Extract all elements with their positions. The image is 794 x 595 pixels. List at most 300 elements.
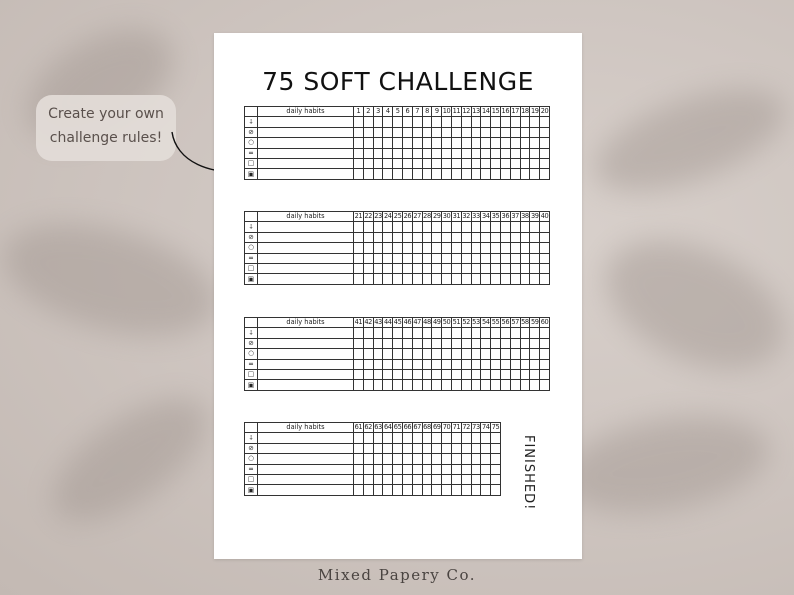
checkbox-cell[interactable] — [520, 369, 530, 379]
checkbox-cell[interactable] — [383, 243, 393, 253]
checkbox-cell[interactable] — [510, 232, 520, 242]
checkbox-cell[interactable] — [510, 369, 520, 379]
checkbox-cell[interactable] — [402, 443, 412, 453]
checkbox-cell[interactable] — [422, 349, 432, 359]
checkbox-cell[interactable] — [432, 328, 442, 338]
checkbox-cell[interactable] — [373, 443, 383, 453]
checkbox-cell[interactable] — [363, 369, 373, 379]
checkbox-cell[interactable] — [540, 158, 550, 168]
checkbox-cell[interactable] — [471, 485, 481, 495]
checkbox-cell[interactable] — [451, 253, 461, 263]
checkbox-cell[interactable] — [481, 369, 491, 379]
checkbox-cell[interactable] — [432, 359, 442, 369]
checkbox-cell[interactable] — [500, 169, 510, 179]
checkbox-cell[interactable] — [422, 369, 432, 379]
checkbox-cell[interactable] — [461, 443, 471, 453]
checkbox-cell[interactable] — [471, 222, 481, 232]
habit-name-field[interactable] — [258, 464, 354, 474]
checkbox-cell[interactable] — [451, 443, 461, 453]
checkbox-cell[interactable] — [373, 338, 383, 348]
checkbox-cell[interactable] — [530, 263, 540, 273]
checkbox-cell[interactable] — [363, 243, 373, 253]
checkbox-cell[interactable] — [540, 232, 550, 242]
checkbox-cell[interactable] — [500, 380, 510, 390]
checkbox-cell[interactable] — [461, 263, 471, 273]
checkbox-cell[interactable] — [354, 454, 364, 464]
checkbox-cell[interactable] — [451, 169, 461, 179]
checkbox-cell[interactable] — [412, 380, 422, 390]
checkbox-cell[interactable] — [402, 169, 412, 179]
checkbox-cell[interactable] — [540, 369, 550, 379]
checkbox-cell[interactable] — [481, 138, 491, 148]
checkbox-cell[interactable] — [530, 274, 540, 284]
checkbox-cell[interactable] — [363, 433, 373, 443]
checkbox-cell[interactable] — [373, 243, 383, 253]
checkbox-cell[interactable] — [471, 253, 481, 263]
checkbox-cell[interactable] — [354, 369, 364, 379]
checkbox-cell[interactable] — [412, 232, 422, 242]
checkbox-cell[interactable] — [363, 253, 373, 263]
checkbox-cell[interactable] — [393, 263, 403, 273]
checkbox-cell[interactable] — [442, 369, 452, 379]
checkbox-cell[interactable] — [442, 474, 452, 484]
checkbox-cell[interactable] — [383, 232, 393, 242]
checkbox-cell[interactable] — [520, 117, 530, 127]
checkbox-cell[interactable] — [500, 222, 510, 232]
checkbox-cell[interactable] — [510, 127, 520, 137]
checkbox-cell[interactable] — [383, 274, 393, 284]
checkbox-cell[interactable] — [491, 454, 501, 464]
checkbox-cell[interactable] — [422, 454, 432, 464]
checkbox-cell[interactable] — [373, 328, 383, 338]
checkbox-cell[interactable] — [451, 369, 461, 379]
checkbox-cell[interactable] — [354, 359, 364, 369]
checkbox-cell[interactable] — [530, 380, 540, 390]
checkbox-cell[interactable] — [530, 232, 540, 242]
checkbox-cell[interactable] — [510, 117, 520, 127]
checkbox-cell[interactable] — [481, 359, 491, 369]
checkbox-cell[interactable] — [481, 443, 491, 453]
checkbox-cell[interactable] — [500, 127, 510, 137]
checkbox-cell[interactable] — [451, 138, 461, 148]
checkbox-cell[interactable] — [402, 148, 412, 158]
checkbox-cell[interactable] — [402, 464, 412, 474]
checkbox-cell[interactable] — [393, 253, 403, 263]
checkbox-cell[interactable] — [393, 222, 403, 232]
checkbox-cell[interactable] — [510, 274, 520, 284]
checkbox-cell[interactable] — [461, 169, 471, 179]
checkbox-cell[interactable] — [461, 369, 471, 379]
checkbox-cell[interactable] — [422, 474, 432, 484]
checkbox-cell[interactable] — [451, 464, 461, 474]
checkbox-cell[interactable] — [354, 243, 364, 253]
checkbox-cell[interactable] — [500, 263, 510, 273]
checkbox-cell[interactable] — [383, 263, 393, 273]
checkbox-cell[interactable] — [461, 433, 471, 443]
checkbox-cell[interactable] — [422, 263, 432, 273]
checkbox-cell[interactable] — [354, 443, 364, 453]
checkbox-cell[interactable] — [442, 243, 452, 253]
checkbox-cell[interactable] — [500, 359, 510, 369]
checkbox-cell[interactable] — [373, 148, 383, 158]
checkbox-cell[interactable] — [383, 148, 393, 158]
checkbox-cell[interactable] — [520, 169, 530, 179]
checkbox-cell[interactable] — [402, 380, 412, 390]
checkbox-cell[interactable] — [412, 443, 422, 453]
checkbox-cell[interactable] — [393, 169, 403, 179]
checkbox-cell[interactable] — [491, 148, 501, 158]
checkbox-cell[interactable] — [432, 222, 442, 232]
checkbox-cell[interactable] — [442, 138, 452, 148]
checkbox-cell[interactable] — [461, 474, 471, 484]
checkbox-cell[interactable] — [363, 359, 373, 369]
checkbox-cell[interactable] — [442, 232, 452, 242]
checkbox-cell[interactable] — [354, 263, 364, 273]
checkbox-cell[interactable] — [461, 454, 471, 464]
checkbox-cell[interactable] — [402, 222, 412, 232]
checkbox-cell[interactable] — [530, 253, 540, 263]
checkbox-cell[interactable] — [402, 454, 412, 464]
checkbox-cell[interactable] — [471, 359, 481, 369]
checkbox-cell[interactable] — [520, 138, 530, 148]
checkbox-cell[interactable] — [383, 127, 393, 137]
checkbox-cell[interactable] — [471, 138, 481, 148]
checkbox-cell[interactable] — [373, 232, 383, 242]
checkbox-cell[interactable] — [354, 117, 364, 127]
checkbox-cell[interactable] — [530, 328, 540, 338]
checkbox-cell[interactable] — [520, 243, 530, 253]
habit-name-field[interactable] — [258, 433, 354, 443]
checkbox-cell[interactable] — [471, 369, 481, 379]
checkbox-cell[interactable] — [354, 274, 364, 284]
checkbox-cell[interactable] — [530, 338, 540, 348]
checkbox-cell[interactable] — [402, 138, 412, 148]
checkbox-cell[interactable] — [363, 328, 373, 338]
checkbox-cell[interactable] — [383, 222, 393, 232]
checkbox-cell[interactable] — [412, 158, 422, 168]
checkbox-cell[interactable] — [530, 138, 540, 148]
checkbox-cell[interactable] — [520, 253, 530, 263]
habit-name-field[interactable] — [258, 349, 354, 359]
checkbox-cell[interactable] — [432, 369, 442, 379]
checkbox-cell[interactable] — [530, 359, 540, 369]
checkbox-cell[interactable] — [373, 127, 383, 137]
habit-name-field[interactable] — [258, 169, 354, 179]
checkbox-cell[interactable] — [520, 349, 530, 359]
habit-name-field[interactable] — [258, 117, 354, 127]
checkbox-cell[interactable] — [451, 338, 461, 348]
checkbox-cell[interactable] — [354, 138, 364, 148]
checkbox-cell[interactable] — [383, 464, 393, 474]
checkbox-cell[interactable] — [442, 443, 452, 453]
checkbox-cell[interactable] — [354, 222, 364, 232]
checkbox-cell[interactable] — [422, 127, 432, 137]
checkbox-cell[interactable] — [393, 443, 403, 453]
checkbox-cell[interactable] — [461, 359, 471, 369]
checkbox-cell[interactable] — [402, 263, 412, 273]
checkbox-cell[interactable] — [510, 359, 520, 369]
checkbox-cell[interactable] — [402, 433, 412, 443]
habit-name-field[interactable] — [258, 474, 354, 484]
checkbox-cell[interactable] — [442, 454, 452, 464]
checkbox-cell[interactable] — [393, 117, 403, 127]
checkbox-cell[interactable] — [373, 369, 383, 379]
checkbox-cell[interactable] — [491, 169, 501, 179]
checkbox-cell[interactable] — [500, 338, 510, 348]
checkbox-cell[interactable] — [461, 464, 471, 474]
checkbox-cell[interactable] — [373, 464, 383, 474]
habit-name-field[interactable] — [258, 485, 354, 495]
checkbox-cell[interactable] — [402, 253, 412, 263]
checkbox-cell[interactable] — [373, 349, 383, 359]
checkbox-cell[interactable] — [363, 263, 373, 273]
checkbox-cell[interactable] — [432, 243, 442, 253]
checkbox-cell[interactable] — [451, 349, 461, 359]
checkbox-cell[interactable] — [481, 117, 491, 127]
checkbox-cell[interactable] — [363, 485, 373, 495]
checkbox-cell[interactable] — [530, 158, 540, 168]
checkbox-cell[interactable] — [412, 127, 422, 137]
checkbox-cell[interactable] — [422, 359, 432, 369]
checkbox-cell[interactable] — [412, 169, 422, 179]
checkbox-cell[interactable] — [383, 328, 393, 338]
checkbox-cell[interactable] — [354, 328, 364, 338]
checkbox-cell[interactable] — [491, 338, 501, 348]
checkbox-cell[interactable] — [540, 380, 550, 390]
checkbox-cell[interactable] — [383, 117, 393, 127]
checkbox-cell[interactable] — [363, 148, 373, 158]
checkbox-cell[interactable] — [363, 158, 373, 168]
checkbox-cell[interactable] — [520, 380, 530, 390]
checkbox-cell[interactable] — [530, 222, 540, 232]
checkbox-cell[interactable] — [481, 464, 491, 474]
checkbox-cell[interactable] — [500, 232, 510, 242]
habit-name-field[interactable] — [258, 443, 354, 453]
checkbox-cell[interactable] — [363, 117, 373, 127]
checkbox-cell[interactable] — [442, 222, 452, 232]
checkbox-cell[interactable] — [481, 433, 491, 443]
checkbox-cell[interactable] — [530, 148, 540, 158]
checkbox-cell[interactable] — [520, 263, 530, 273]
checkbox-cell[interactable] — [510, 243, 520, 253]
checkbox-cell[interactable] — [373, 158, 383, 168]
habit-name-field[interactable] — [258, 127, 354, 137]
checkbox-cell[interactable] — [383, 474, 393, 484]
checkbox-cell[interactable] — [402, 328, 412, 338]
checkbox-cell[interactable] — [422, 232, 432, 242]
checkbox-cell[interactable] — [491, 369, 501, 379]
checkbox-cell[interactable] — [393, 433, 403, 443]
checkbox-cell[interactable] — [422, 274, 432, 284]
habit-name-field[interactable] — [258, 138, 354, 148]
checkbox-cell[interactable] — [471, 338, 481, 348]
habit-name-field[interactable] — [258, 222, 354, 232]
checkbox-cell[interactable] — [383, 359, 393, 369]
checkbox-cell[interactable] — [461, 380, 471, 390]
checkbox-cell[interactable] — [432, 169, 442, 179]
checkbox-cell[interactable] — [451, 243, 461, 253]
checkbox-cell[interactable] — [393, 485, 403, 495]
checkbox-cell[interactable] — [471, 454, 481, 464]
checkbox-cell[interactable] — [491, 328, 501, 338]
checkbox-cell[interactable] — [393, 369, 403, 379]
habit-name-field[interactable] — [258, 338, 354, 348]
checkbox-cell[interactable] — [442, 328, 452, 338]
checkbox-cell[interactable] — [540, 222, 550, 232]
checkbox-cell[interactable] — [471, 464, 481, 474]
checkbox-cell[interactable] — [363, 474, 373, 484]
checkbox-cell[interactable] — [412, 485, 422, 495]
checkbox-cell[interactable] — [471, 474, 481, 484]
checkbox-cell[interactable] — [393, 454, 403, 464]
checkbox-cell[interactable] — [510, 263, 520, 273]
checkbox-cell[interactable] — [354, 485, 364, 495]
checkbox-cell[interactable] — [510, 138, 520, 148]
checkbox-cell[interactable] — [422, 243, 432, 253]
checkbox-cell[interactable] — [373, 274, 383, 284]
checkbox-cell[interactable] — [481, 222, 491, 232]
checkbox-cell[interactable] — [373, 485, 383, 495]
checkbox-cell[interactable] — [471, 328, 481, 338]
checkbox-cell[interactable] — [520, 222, 530, 232]
checkbox-cell[interactable] — [422, 485, 432, 495]
checkbox-cell[interactable] — [442, 148, 452, 158]
checkbox-cell[interactable] — [354, 349, 364, 359]
checkbox-cell[interactable] — [393, 127, 403, 137]
checkbox-cell[interactable] — [481, 158, 491, 168]
checkbox-cell[interactable] — [500, 158, 510, 168]
checkbox-cell[interactable] — [354, 127, 364, 137]
checkbox-cell[interactable] — [491, 263, 501, 273]
checkbox-cell[interactable] — [422, 158, 432, 168]
checkbox-cell[interactable] — [491, 485, 501, 495]
checkbox-cell[interactable] — [471, 349, 481, 359]
checkbox-cell[interactable] — [491, 443, 501, 453]
checkbox-cell[interactable] — [540, 127, 550, 137]
checkbox-cell[interactable] — [363, 454, 373, 464]
checkbox-cell[interactable] — [393, 349, 403, 359]
checkbox-cell[interactable] — [451, 274, 461, 284]
checkbox-cell[interactable] — [363, 380, 373, 390]
checkbox-cell[interactable] — [500, 148, 510, 158]
checkbox-cell[interactable] — [461, 138, 471, 148]
checkbox-cell[interactable] — [363, 138, 373, 148]
checkbox-cell[interactable] — [402, 349, 412, 359]
checkbox-cell[interactable] — [412, 433, 422, 443]
checkbox-cell[interactable] — [451, 263, 461, 273]
checkbox-cell[interactable] — [461, 485, 471, 495]
checkbox-cell[interactable] — [383, 433, 393, 443]
checkbox-cell[interactable] — [540, 328, 550, 338]
checkbox-cell[interactable] — [500, 243, 510, 253]
checkbox-cell[interactable] — [412, 263, 422, 273]
checkbox-cell[interactable] — [540, 253, 550, 263]
checkbox-cell[interactable] — [491, 349, 501, 359]
checkbox-cell[interactable] — [461, 158, 471, 168]
checkbox-cell[interactable] — [471, 169, 481, 179]
checkbox-cell[interactable] — [510, 222, 520, 232]
checkbox-cell[interactable] — [481, 380, 491, 390]
checkbox-cell[interactable] — [354, 338, 364, 348]
checkbox-cell[interactable] — [363, 127, 373, 137]
checkbox-cell[interactable] — [491, 474, 501, 484]
checkbox-cell[interactable] — [432, 464, 442, 474]
checkbox-cell[interactable] — [500, 117, 510, 127]
checkbox-cell[interactable] — [461, 222, 471, 232]
checkbox-cell[interactable] — [442, 253, 452, 263]
checkbox-cell[interactable] — [393, 274, 403, 284]
checkbox-cell[interactable] — [383, 338, 393, 348]
habit-name-field[interactable] — [258, 158, 354, 168]
checkbox-cell[interactable] — [422, 464, 432, 474]
checkbox-cell[interactable] — [422, 338, 432, 348]
checkbox-cell[interactable] — [481, 454, 491, 464]
checkbox-cell[interactable] — [442, 464, 452, 474]
checkbox-cell[interactable] — [491, 127, 501, 137]
checkbox-cell[interactable] — [373, 253, 383, 263]
checkbox-cell[interactable] — [393, 474, 403, 484]
checkbox-cell[interactable] — [363, 443, 373, 453]
checkbox-cell[interactable] — [500, 349, 510, 359]
checkbox-cell[interactable] — [451, 127, 461, 137]
checkbox-cell[interactable] — [402, 485, 412, 495]
checkbox-cell[interactable] — [373, 454, 383, 464]
checkbox-cell[interactable] — [461, 232, 471, 242]
habit-name-field[interactable] — [258, 274, 354, 284]
checkbox-cell[interactable] — [520, 328, 530, 338]
checkbox-cell[interactable] — [520, 359, 530, 369]
checkbox-cell[interactable] — [432, 454, 442, 464]
checkbox-cell[interactable] — [354, 148, 364, 158]
checkbox-cell[interactable] — [432, 263, 442, 273]
checkbox-cell[interactable] — [354, 232, 364, 242]
checkbox-cell[interactable] — [442, 117, 452, 127]
checkbox-cell[interactable] — [491, 433, 501, 443]
checkbox-cell[interactable] — [461, 349, 471, 359]
checkbox-cell[interactable] — [442, 127, 452, 137]
checkbox-cell[interactable] — [442, 263, 452, 273]
habit-name-field[interactable] — [258, 263, 354, 273]
checkbox-cell[interactable] — [510, 349, 520, 359]
checkbox-cell[interactable] — [363, 169, 373, 179]
checkbox-cell[interactable] — [471, 274, 481, 284]
checkbox-cell[interactable] — [471, 148, 481, 158]
habit-name-field[interactable] — [258, 232, 354, 242]
checkbox-cell[interactable] — [412, 369, 422, 379]
checkbox-cell[interactable] — [354, 158, 364, 168]
checkbox-cell[interactable] — [510, 253, 520, 263]
checkbox-cell[interactable] — [442, 359, 452, 369]
checkbox-cell[interactable] — [461, 338, 471, 348]
checkbox-cell[interactable] — [422, 222, 432, 232]
checkbox-cell[interactable] — [432, 349, 442, 359]
checkbox-cell[interactable] — [510, 169, 520, 179]
checkbox-cell[interactable] — [481, 169, 491, 179]
checkbox-cell[interactable] — [491, 158, 501, 168]
checkbox-cell[interactable] — [363, 274, 373, 284]
checkbox-cell[interactable] — [500, 253, 510, 263]
checkbox-cell[interactable] — [471, 117, 481, 127]
checkbox-cell[interactable] — [530, 169, 540, 179]
checkbox-cell[interactable] — [461, 328, 471, 338]
checkbox-cell[interactable] — [530, 243, 540, 253]
checkbox-cell[interactable] — [383, 380, 393, 390]
checkbox-cell[interactable] — [442, 485, 452, 495]
checkbox-cell[interactable] — [461, 253, 471, 263]
checkbox-cell[interactable] — [373, 433, 383, 443]
checkbox-cell[interactable] — [412, 464, 422, 474]
checkbox-cell[interactable] — [481, 148, 491, 158]
